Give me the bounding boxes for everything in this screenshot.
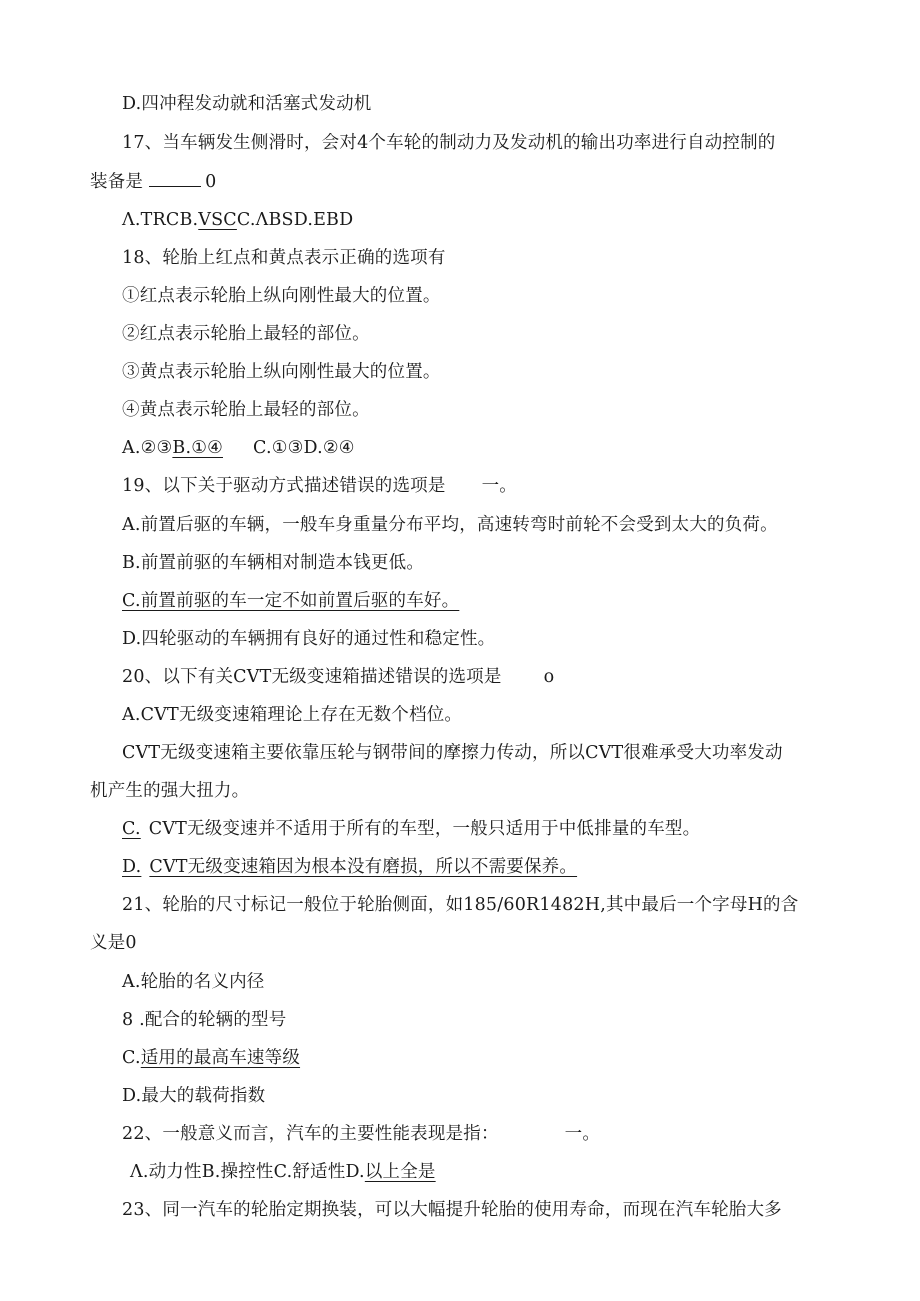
q20-option-b (122, 741, 783, 765)
answer-blank (149, 172, 201, 187)
q21-option-c (122, 1046, 300, 1070)
q21-stem-continued (90, 931, 137, 955)
text: A.②③ (122, 438, 173, 458)
underlined-answer: C.前置前驱的车一定不如前置后驱的车好。 (122, 591, 460, 611)
q19-option-c (122, 589, 459, 613)
underlined-answer: 以上全是 (364, 1162, 436, 1182)
underlined-answer: CVT无级变速箱因为根本没有磨损，所以不需要保养。 (149, 857, 578, 877)
text: A.轮胎的名义内径 (122, 972, 265, 992)
q18-statement-3 (122, 360, 441, 384)
q20-option-b-continued (90, 779, 249, 803)
q21-option-b (122, 1008, 286, 1032)
text: 装备是 (90, 172, 144, 192)
text: 19、以下关于驱动方式描述错误的选项是 (122, 476, 446, 496)
text: D.四冲程发动就和活塞式发动机 (122, 94, 372, 114)
text: 义是0 (90, 933, 137, 953)
q19-option-a (122, 513, 778, 537)
q19-stem (122, 474, 517, 498)
text: 机产生的强大扭力。 (90, 781, 250, 801)
text: CVT无级变速并不适用于所有的车型，一般只适用于中低排量的车型。 (148, 819, 701, 839)
q18-statement-2 (122, 322, 370, 346)
underlined-label: C. (122, 819, 141, 839)
q17-stem (122, 131, 776, 155)
text: C.ΛBSD.EBD (236, 210, 354, 230)
text: 22、一般意义而言，汽车的主要性能表现是指： (122, 1124, 499, 1144)
text: C.①③D.②④ (253, 438, 355, 458)
text: D.四轮驱动的车辆拥有良好的通过性和稳定性。 (122, 629, 496, 649)
q18-options (122, 436, 355, 460)
q17-stem-continued (90, 170, 216, 194)
q22-options (130, 1160, 436, 1184)
q18-statement-1 (122, 284, 441, 308)
q19-option-b (122, 551, 424, 575)
q20-option-c (122, 817, 700, 841)
q18-stem (122, 246, 446, 270)
text: 23、同一汽车的轮胎定期换装，可以大幅提升轮胎的使用寿命，而现在汽车轮胎大多 (122, 1200, 782, 1220)
text: o (543, 667, 555, 687)
text: D.最大的载荷指数 (122, 1086, 266, 1106)
text: C. (122, 1048, 141, 1068)
q19-option-d (122, 627, 495, 651)
text: Λ.TRCB. (122, 210, 199, 230)
q17-options (122, 208, 353, 232)
underlined-label: D. (122, 857, 142, 877)
text: 8 .配合的轮辆的型号 (122, 1010, 287, 1030)
text: 一。 (564, 1124, 601, 1144)
q22-stem (122, 1122, 600, 1146)
q20-option-d (122, 855, 577, 879)
underlined-answer: VSC (198, 210, 237, 230)
q23-stem (122, 1198, 782, 1222)
text: ①红点表示轮胎上纵向刚性最大的位置。 (122, 286, 441, 306)
text: CVT无级变速箱主要依靠压轮与钢带间的摩擦力传动，所以CVT很难承受大功率发动 (122, 743, 783, 763)
underlined-answer: B.①④ (172, 438, 223, 458)
q20-option-a (122, 703, 462, 727)
text: ③黄点表示轮胎上纵向刚性最大的位置。 (122, 362, 441, 382)
text: A.CVT无级变速箱理论上存在无数个档位。 (122, 705, 463, 725)
text: ④黄点表示轮胎上最轻的部位。 (122, 400, 370, 420)
q16-option-d (122, 92, 371, 116)
text: B.前置前驱的车辆相对制造本钱更低。 (122, 553, 425, 573)
text: 17、当车辆发生侧滑时，会对4个车轮的制动力及发动机的输出功率进行自动控制的 (122, 133, 776, 153)
text: A.前置后驱的车辆，一般车身重量分布平均，高速转弯时前轮不会受到太大的负荷。 (122, 515, 778, 535)
text: Λ.动力性B.操控性C.舒适性D. (130, 1162, 365, 1182)
text: 0 (205, 172, 217, 192)
text: ②红点表示轮胎上最轻的部位。 (122, 324, 370, 344)
text: 一。 (481, 476, 517, 496)
text: 20、以下有关CVT无级变速箱描述错误的选项是 (122, 667, 502, 687)
q21-stem (122, 893, 798, 917)
q21-option-a (122, 970, 265, 994)
underlined-answer: 适用的最高车速等级 (140, 1048, 301, 1068)
text: 18、轮胎上红点和黄点表示正确的选项有 (122, 248, 446, 268)
q20-stem (122, 665, 554, 689)
text: 21、轮胎的尺寸标记一般位于轮胎侧面，如185/60R1482H,其中最后一个字母H的含 (122, 895, 799, 915)
q21-option-d (122, 1084, 265, 1108)
q18-statement-4 (122, 398, 370, 422)
